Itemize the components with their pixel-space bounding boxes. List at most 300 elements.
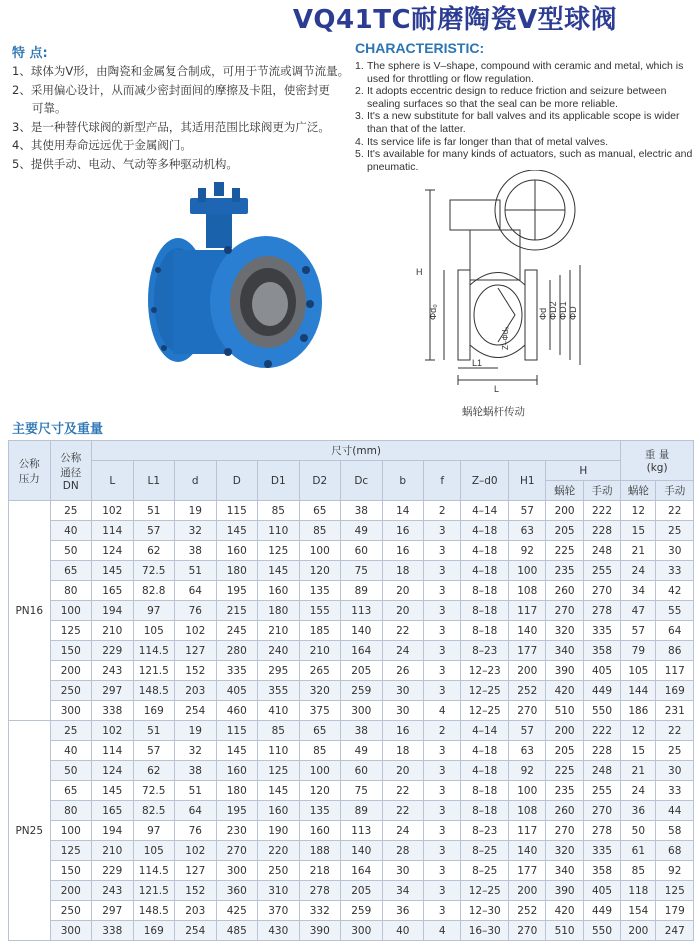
table-cell: 3 bbox=[424, 561, 461, 581]
table-cell: 114 bbox=[92, 521, 134, 541]
table-cell: 105 bbox=[133, 621, 175, 641]
table-cell: 150 bbox=[50, 861, 92, 881]
table-cell: 260 bbox=[546, 801, 583, 821]
table-cell: 24 bbox=[382, 821, 424, 841]
table-cell: 30 bbox=[382, 681, 424, 701]
table-cell: 218 bbox=[299, 861, 341, 881]
table-cell: 169 bbox=[656, 681, 694, 701]
table-cell: 18 bbox=[382, 741, 424, 761]
table-cell: 300 bbox=[50, 921, 92, 941]
table-cell: 125 bbox=[50, 841, 92, 861]
table-cell: 121.5 bbox=[133, 661, 175, 681]
table-cell: 21 bbox=[621, 541, 656, 561]
table-cell: 121.5 bbox=[133, 881, 175, 901]
feature-cn-item: 可靠。 bbox=[32, 101, 67, 115]
table-cell: 225 bbox=[546, 541, 583, 561]
table-cell: 68 bbox=[656, 841, 694, 861]
table-cell: 177 bbox=[509, 641, 546, 661]
table-cell: 270 bbox=[509, 921, 546, 941]
feature-en-item bbox=[355, 60, 695, 85]
table-cell: 51 bbox=[133, 721, 175, 741]
feature-en-item bbox=[355, 110, 695, 135]
table-cell: 12 bbox=[621, 721, 656, 741]
table-cell: 4–18 bbox=[461, 561, 509, 581]
table-cell: 55 bbox=[656, 601, 694, 621]
table-cell: 370 bbox=[258, 901, 300, 921]
table-cell: 160 bbox=[258, 581, 300, 601]
drawing-caption: 蜗轮蜗杆传动 bbox=[462, 406, 525, 418]
feature-en-text: The sphere is V–shape, compound with ceramic and metal, which is used for throttling or flow regulation. bbox=[367, 60, 684, 85]
table-cell: 200 bbox=[50, 881, 92, 901]
table-cell: 125 bbox=[258, 761, 300, 781]
table-cell: 152 bbox=[175, 881, 217, 901]
table-cell: 145 bbox=[92, 561, 134, 581]
table-cell: 63 bbox=[509, 741, 546, 761]
header-col: b bbox=[382, 461, 424, 501]
header-col: D1 bbox=[258, 461, 300, 501]
table-cell: 510 bbox=[546, 701, 583, 721]
table-cell: 30 bbox=[382, 861, 424, 881]
feature-cn-item: 4、其使用寿命远远优于金属阀门。 bbox=[12, 138, 192, 152]
table-cell: 3 bbox=[424, 801, 461, 821]
table-row bbox=[9, 841, 694, 861]
table-cell: 248 bbox=[583, 541, 620, 561]
table-cell: 36 bbox=[382, 901, 424, 921]
table-cell: 25 bbox=[50, 501, 92, 521]
table-cell: 4 bbox=[424, 921, 461, 941]
table-cell: 203 bbox=[175, 681, 217, 701]
table-cell: 61 bbox=[621, 841, 656, 861]
table-cell: 255 bbox=[583, 781, 620, 801]
table-cell: 390 bbox=[299, 921, 341, 941]
table-heading: 主要尺寸及重量 bbox=[12, 422, 104, 437]
table-cell: 57 bbox=[509, 501, 546, 521]
table-cell: 358 bbox=[583, 641, 620, 661]
table-row bbox=[9, 921, 694, 941]
table-cell: 34 bbox=[621, 581, 656, 601]
table-cell: 410 bbox=[258, 701, 300, 721]
table-cell: 160 bbox=[216, 541, 258, 561]
table-cell: 12–25 bbox=[461, 681, 509, 701]
table-cell: 102 bbox=[175, 621, 217, 641]
table-cell: 449 bbox=[583, 901, 620, 921]
table-cell: 8–23 bbox=[461, 641, 509, 661]
table-cell: 210 bbox=[299, 641, 341, 661]
features-en-list bbox=[355, 60, 695, 173]
table-cell: 194 bbox=[92, 601, 134, 621]
feature-cn-item: 1、球体为V形，由陶瓷和金属复合制成，可用于节流或调节流量。 bbox=[12, 64, 350, 78]
table-cell: 85 bbox=[258, 501, 300, 521]
table-row bbox=[9, 761, 694, 781]
table-cell: 85 bbox=[299, 521, 341, 541]
table-cell: 50 bbox=[50, 761, 92, 781]
table-cell: 82.8 bbox=[133, 581, 175, 601]
table-cell: 63 bbox=[509, 521, 546, 541]
table-cell: 245 bbox=[216, 621, 258, 641]
feature-en-item bbox=[355, 85, 695, 110]
table-cell: 92 bbox=[656, 861, 694, 881]
table-cell: 36 bbox=[621, 801, 656, 821]
table-cell: 114 bbox=[92, 741, 134, 761]
table-cell: 12–25 bbox=[461, 701, 509, 721]
table-cell: 108 bbox=[509, 801, 546, 821]
table-cell: 460 bbox=[216, 701, 258, 721]
table-cell: 200 bbox=[509, 661, 546, 681]
table-cell: 254 bbox=[175, 921, 217, 941]
table-cell: 278 bbox=[583, 821, 620, 841]
table-cell: 42 bbox=[656, 581, 694, 601]
table-cell: 340 bbox=[546, 641, 583, 661]
table-cell: 50 bbox=[621, 821, 656, 841]
table-cell: 140 bbox=[509, 841, 546, 861]
table-cell: 21 bbox=[621, 761, 656, 781]
table-cell: 80 bbox=[50, 581, 92, 601]
table-cell: 205 bbox=[341, 881, 383, 901]
table-cell: 40 bbox=[382, 921, 424, 941]
table-cell: 22 bbox=[656, 501, 694, 521]
table-cell: 16 bbox=[382, 521, 424, 541]
feature-en-text: Its service life is far longer than that of metal valves. bbox=[367, 135, 609, 148]
table-cell: 38 bbox=[175, 761, 217, 781]
table-cell: 195 bbox=[216, 801, 258, 821]
table-cell: 97 bbox=[133, 601, 175, 621]
table-cell: 190 bbox=[258, 821, 300, 841]
header-col: d bbox=[175, 461, 217, 501]
table-cell: 338 bbox=[92, 921, 134, 941]
table-cell: 125 bbox=[258, 541, 300, 561]
table-cell: 265 bbox=[299, 661, 341, 681]
table-cell: 270 bbox=[546, 601, 583, 621]
table-cell: 485 bbox=[216, 921, 258, 941]
table-cell: 100 bbox=[50, 601, 92, 621]
table-cell: 65 bbox=[50, 561, 92, 581]
drawing-label-l1: L1 bbox=[472, 358, 483, 368]
table-cell: 117 bbox=[509, 601, 546, 621]
table-cell: 24 bbox=[621, 561, 656, 581]
table-cell: 8–25 bbox=[461, 841, 509, 861]
table-cell: 243 bbox=[92, 661, 134, 681]
feature-en-item bbox=[355, 136, 695, 149]
feature-cn-item: 5、提供手动、电动、气动等多种驱动机构。 bbox=[12, 156, 238, 171]
table-cell: 85 bbox=[258, 721, 300, 741]
header-col: L bbox=[92, 461, 134, 501]
table-cell: 186 bbox=[621, 701, 656, 721]
table-cell: 194 bbox=[92, 821, 134, 841]
table-cell: 205 bbox=[546, 741, 583, 761]
table-cell: 3 bbox=[424, 761, 461, 781]
table-row bbox=[9, 721, 694, 741]
table-cell: 38 bbox=[341, 501, 383, 521]
features-cn-list bbox=[12, 62, 357, 173]
table-cell: 120 bbox=[299, 781, 341, 801]
table-cell: 124 bbox=[92, 541, 134, 561]
header-col: L1 bbox=[133, 461, 175, 501]
table-cell: 270 bbox=[509, 701, 546, 721]
table-cell: 260 bbox=[546, 581, 583, 601]
table-row bbox=[9, 661, 694, 681]
table-cell: 92 bbox=[509, 761, 546, 781]
table-row bbox=[9, 881, 694, 901]
table-cell: 355 bbox=[258, 681, 300, 701]
table-cell: 145 bbox=[216, 521, 258, 541]
table-cell: 3 bbox=[424, 621, 461, 641]
table-cell: 259 bbox=[341, 901, 383, 921]
table-cell: 229 bbox=[92, 641, 134, 661]
table-cell: 135 bbox=[299, 581, 341, 601]
table-cell: 231 bbox=[656, 701, 694, 721]
drawing-label-dd: ΦD bbox=[568, 306, 578, 320]
table-cell: 15 bbox=[621, 521, 656, 541]
table-cell: 229 bbox=[92, 861, 134, 881]
table-cell: 25 bbox=[50, 721, 92, 741]
table-cell: 300 bbox=[50, 701, 92, 721]
feature-en-number: 5. bbox=[355, 148, 364, 161]
table-cell: 250 bbox=[50, 901, 92, 921]
table-row bbox=[9, 561, 694, 581]
table-cell: 250 bbox=[258, 861, 300, 881]
table-cell: 60 bbox=[341, 541, 383, 561]
table-cell: 85 bbox=[299, 741, 341, 761]
table-cell: 259 bbox=[341, 681, 383, 701]
header-dn: 公称 通径 DN bbox=[50, 441, 92, 501]
header-col: D bbox=[216, 461, 258, 501]
table-cell: 32 bbox=[175, 741, 217, 761]
table-cell: 320 bbox=[299, 681, 341, 701]
table-cell: 430 bbox=[258, 921, 300, 941]
table-cell: 420 bbox=[546, 901, 583, 921]
table-cell: 358 bbox=[583, 861, 620, 881]
header-weight-group: 重 量 (kg) bbox=[621, 441, 694, 481]
table-cell: 8–23 bbox=[461, 821, 509, 841]
table-cell: 210 bbox=[258, 621, 300, 641]
table-cell: 270 bbox=[216, 841, 258, 861]
table-cell: 125 bbox=[656, 881, 694, 901]
table-cell: 3 bbox=[424, 901, 461, 921]
table-cell: 3 bbox=[424, 861, 461, 881]
table-cell: 51 bbox=[175, 781, 217, 801]
table-cell: 102 bbox=[92, 721, 134, 741]
table-cell: 12–25 bbox=[461, 881, 509, 901]
table-cell: 215 bbox=[216, 601, 258, 621]
drawing-label-h: H bbox=[416, 267, 423, 277]
table-cell: 114.5 bbox=[133, 641, 175, 661]
table-cell: 33 bbox=[656, 781, 694, 801]
table-cell: 64 bbox=[175, 801, 217, 821]
table-cell: 51 bbox=[133, 501, 175, 521]
table-cell: 240 bbox=[258, 641, 300, 661]
table-cell: 82.5 bbox=[133, 801, 175, 821]
table-cell: 113 bbox=[341, 601, 383, 621]
table-cell: 113 bbox=[341, 821, 383, 841]
table-cell: 85 bbox=[621, 861, 656, 881]
table-cell: 550 bbox=[583, 701, 620, 721]
table-cell: 4–18 bbox=[461, 761, 509, 781]
table-cell: 97 bbox=[133, 821, 175, 841]
table-cell: 120 bbox=[299, 561, 341, 581]
table-cell: 8–18 bbox=[461, 621, 509, 641]
table-cell: 188 bbox=[299, 841, 341, 861]
table-cell: 3 bbox=[424, 521, 461, 541]
table-cell: 390 bbox=[546, 881, 583, 901]
drawing-label-z: Z–Φd₀ bbox=[501, 326, 510, 350]
table-cell: 25 bbox=[656, 741, 694, 761]
table-cell: 65 bbox=[299, 501, 341, 521]
table-cell: 100 bbox=[509, 781, 546, 801]
table-cell: 34 bbox=[382, 881, 424, 901]
table-cell: 22 bbox=[382, 781, 424, 801]
table-cell: 32 bbox=[175, 521, 217, 541]
table-cell: 15 bbox=[621, 741, 656, 761]
table-cell: 140 bbox=[341, 621, 383, 641]
table-cell: 145 bbox=[258, 781, 300, 801]
table-cell: 49 bbox=[341, 521, 383, 541]
table-cell: 8–18 bbox=[461, 801, 509, 821]
features-en-heading: CHARACTERISTIC: bbox=[355, 40, 485, 56]
table-cell: 24 bbox=[382, 641, 424, 661]
table-cell: 65 bbox=[50, 781, 92, 801]
table-cell: 3 bbox=[424, 681, 461, 701]
table-cell: 164 bbox=[341, 861, 383, 881]
table-cell: 280 bbox=[216, 641, 258, 661]
header-size-group: 尺寸(mm) bbox=[92, 441, 621, 461]
header-w-worm: 蜗轮 bbox=[621, 481, 656, 501]
table-cell: 117 bbox=[509, 821, 546, 841]
table-cell: 222 bbox=[583, 721, 620, 741]
table-cell: 19 bbox=[175, 501, 217, 521]
table-cell: 117 bbox=[656, 661, 694, 681]
table-cell: 115 bbox=[216, 501, 258, 521]
header-col: Dc bbox=[341, 461, 383, 501]
table-cell: 40 bbox=[50, 741, 92, 761]
table-cell: 30 bbox=[656, 541, 694, 561]
table-cell: 40 bbox=[50, 521, 92, 541]
table-cell: 210 bbox=[92, 841, 134, 861]
table-cell: 200 bbox=[509, 881, 546, 901]
table-cell: 320 bbox=[546, 841, 583, 861]
table-cell: 405 bbox=[583, 881, 620, 901]
table-cell: 335 bbox=[216, 661, 258, 681]
table-cell: 100 bbox=[50, 821, 92, 841]
table-cell: 203 bbox=[175, 901, 217, 921]
table-cell: 105 bbox=[621, 661, 656, 681]
table-cell: 16–30 bbox=[461, 921, 509, 941]
table-cell: 8–18 bbox=[461, 601, 509, 621]
table-cell: 252 bbox=[509, 901, 546, 921]
table-cell: 360 bbox=[216, 881, 258, 901]
header-pressure: 公称 压力 bbox=[9, 441, 51, 501]
header-col: f bbox=[424, 461, 461, 501]
table-row bbox=[9, 781, 694, 801]
table-cell: 390 bbox=[546, 661, 583, 681]
table-cell: 114.5 bbox=[133, 861, 175, 881]
table-cell: 135 bbox=[299, 801, 341, 821]
table-cell: 255 bbox=[583, 561, 620, 581]
table-cell: 300 bbox=[216, 861, 258, 881]
table-cell: 124 bbox=[92, 761, 134, 781]
table-cell: 300 bbox=[341, 921, 383, 941]
table-cell: 20 bbox=[382, 601, 424, 621]
table-cell: 57 bbox=[509, 721, 546, 741]
header-h-worm: 蜗轮 bbox=[546, 481, 583, 501]
table-row bbox=[9, 741, 694, 761]
drawing-label-d0: Φd₀ bbox=[428, 304, 438, 320]
table-cell: 14 bbox=[382, 501, 424, 521]
table-cell: 200 bbox=[621, 921, 656, 941]
table-cell: 425 bbox=[216, 901, 258, 921]
table-cell: 3 bbox=[424, 661, 461, 681]
table-cell: 51 bbox=[175, 561, 217, 581]
table-cell: 270 bbox=[583, 801, 620, 821]
table-cell: 8–25 bbox=[461, 861, 509, 881]
table-cell: 148.5 bbox=[133, 681, 175, 701]
table-cell: 49 bbox=[341, 741, 383, 761]
table-cell: 47 bbox=[621, 601, 656, 621]
table-cell: 33 bbox=[656, 561, 694, 581]
valve-photo bbox=[128, 180, 338, 380]
header-col: D2 bbox=[299, 461, 341, 501]
table-cell: 144 bbox=[621, 681, 656, 701]
table-cell: 165 bbox=[92, 801, 134, 821]
header-h-group: H bbox=[546, 461, 621, 481]
feature-cn-item: 3、是一种替代球阀的新型产品，其适用范围比球阀更为广泛。 bbox=[12, 119, 330, 134]
table-cell: 230 bbox=[216, 821, 258, 841]
table-row bbox=[9, 701, 694, 721]
header-col: Z–d0 bbox=[461, 461, 509, 501]
table-cell: 3 bbox=[424, 881, 461, 901]
table-cell: 177 bbox=[509, 861, 546, 881]
table-cell: 320 bbox=[546, 621, 583, 641]
feature-en-number: 3. bbox=[355, 110, 364, 123]
table-cell: 57 bbox=[621, 621, 656, 641]
table-cell: 235 bbox=[546, 561, 583, 581]
feature-en-number: 4. bbox=[355, 135, 364, 148]
table-cell: 550 bbox=[583, 921, 620, 941]
table-cell: 58 bbox=[656, 821, 694, 841]
table-cell: 79 bbox=[621, 641, 656, 661]
table-cell: 270 bbox=[583, 581, 620, 601]
table-cell: 19 bbox=[175, 721, 217, 741]
table-cell: 405 bbox=[583, 661, 620, 681]
table-cell: 20 bbox=[382, 761, 424, 781]
table-cell: 150 bbox=[50, 641, 92, 661]
table-cell: 225 bbox=[546, 761, 583, 781]
table-cell: 3 bbox=[424, 821, 461, 841]
table-cell: 28 bbox=[382, 841, 424, 861]
table-cell: 50 bbox=[50, 541, 92, 561]
table-cell: 100 bbox=[299, 761, 341, 781]
table-row bbox=[9, 641, 694, 661]
table-cell: 200 bbox=[546, 501, 583, 521]
table-cell: 169 bbox=[133, 701, 175, 721]
table-cell: 110 bbox=[258, 741, 300, 761]
table-cell: 449 bbox=[583, 681, 620, 701]
table-cell: 297 bbox=[92, 901, 134, 921]
table-cell: 185 bbox=[299, 621, 341, 641]
table-cell: 148.5 bbox=[133, 901, 175, 921]
pressure-cell: PN16 bbox=[9, 501, 51, 721]
table-cell: 235 bbox=[546, 781, 583, 801]
table-cell: 205 bbox=[546, 521, 583, 541]
drawing-label-d2: ΦD2 bbox=[548, 301, 558, 320]
table-cell: 335 bbox=[583, 841, 620, 861]
table-cell: 2 bbox=[424, 721, 461, 741]
table-cell: 164 bbox=[341, 641, 383, 661]
table-cell: 62 bbox=[133, 761, 175, 781]
table-cell: 75 bbox=[341, 781, 383, 801]
table-cell: 12–30 bbox=[461, 901, 509, 921]
table-cell: 3 bbox=[424, 641, 461, 661]
table-cell: 92 bbox=[509, 541, 546, 561]
